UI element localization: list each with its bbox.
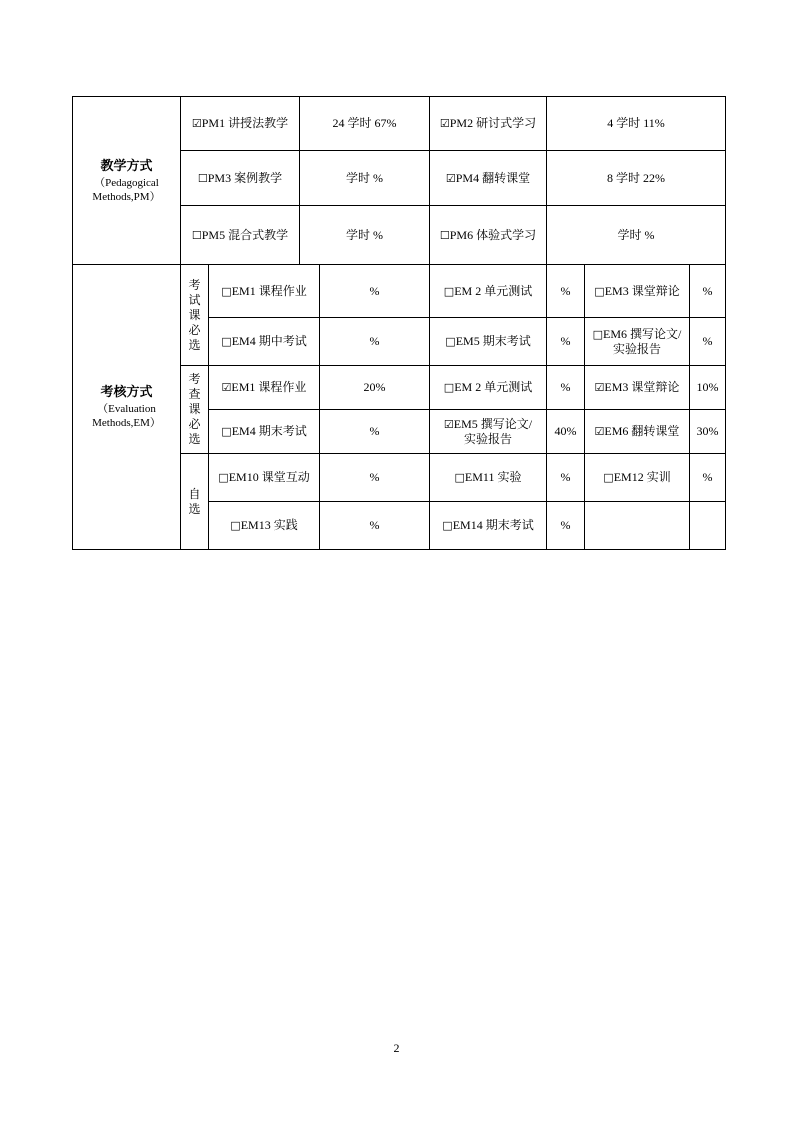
em-method-label-line2: 实验报告 [463,431,512,446]
em-value-cell [320,366,430,410]
em-value-cell [320,454,430,502]
pm-method-label: PM3 案例教学 [207,170,283,185]
pm-row [73,97,726,151]
checkbox-unchecked-icon[interactable]: □ [443,284,455,298]
em-group-label: 考试课必选 [188,277,201,352]
em-method-cell [585,265,690,318]
pm-method-cell [181,97,300,151]
em-method-value: % [369,283,380,298]
pm-method-value: 学时 % [346,227,383,242]
pm-section-header [73,97,181,265]
methods-table [72,96,726,550]
pm-method-cell [181,206,300,265]
checkbox-unchecked-icon[interactable]: □ [592,327,604,341]
checkbox-unchecked-icon[interactable]: □ [230,519,241,532]
em-method-label: EM6 撰写论文/ [603,326,682,341]
em-method-value: % [369,334,380,348]
em-method-cell [585,454,690,502]
em-method-value: % [560,283,571,298]
pm-method-cell [430,206,547,265]
checkbox-unchecked-icon[interactable]: □ [218,471,229,484]
pm-method-label: PM6 体验式学习 [449,227,537,242]
pm-method-cell [430,151,547,206]
em-method-label: EM5 撰写论文/ [453,416,533,431]
em-method-label: EM1 课程作业 [231,380,307,394]
em-method-cell [209,366,320,410]
em-method-value: % [369,470,380,484]
em-method-cell [430,318,547,366]
em-section-subtitle: （Evaluation [97,403,156,415]
em-value-cell [547,366,585,410]
em-method-value: 10% [696,380,719,394]
em-method-cell [430,265,547,318]
em-method-label: EM12 实训 [613,470,671,484]
em-method-value: 30% [696,424,719,438]
em-method-label: EM5 期末考试 [455,334,531,348]
em-value-cell [547,318,585,366]
checkbox-unchecked-icon[interactable]: □ [443,381,455,394]
checkbox-checked-icon[interactable]: ☑ [445,171,456,185]
pm-value-cell [547,97,726,151]
em-section-subtitle: Methods,EM） [92,417,161,429]
checkbox-checked-icon[interactable]: ☑ [439,117,450,130]
pm-section-subtitle: Methods,PM） [92,190,161,203]
pm-value-cell [300,206,430,265]
pm-method-value: 8 学时 22% [607,170,665,185]
checkbox-unchecked-icon[interactable]: □ [442,519,453,532]
pm-method-cell [181,151,300,206]
empty-cell [690,502,726,550]
pm-section-subtitle: （Pedagogical [94,176,159,189]
em-section-header [73,265,181,550]
em-method-cell [585,410,690,454]
em-section-title: 考核方式 [100,385,153,400]
pm-method-value: 学时 % [617,227,655,242]
em-method-cell [430,454,547,502]
em-method-cell [430,366,547,410]
checkbox-unchecked-icon[interactable]: □ [221,284,232,298]
em-group-label: 考查课必选 [188,372,201,446]
em-method-value: % [369,518,380,532]
em-method-cell [209,318,320,366]
em-value-cell [690,318,726,366]
em-value-cell [547,410,585,454]
em-method-value: % [702,334,713,348]
pm-section-title: 教学方式 [100,158,153,174]
em-method-label: EM4 期末考试 [231,424,307,438]
pm-method-value: 学时 % [346,170,383,185]
em-method-label: EM13 实践 [240,518,298,532]
em-method-cell [209,454,320,502]
em-method-label: EM3 课堂辩论 [604,283,680,298]
pm-method-label: PM5 混合式教学 [201,227,289,242]
checkbox-unchecked-icon[interactable]: □ [594,284,605,298]
em-method-value: 40% [554,424,577,438]
em-method-value: % [560,380,571,394]
em-method-label: EM6 翻转课堂 [604,424,680,438]
em-value-cell [320,265,430,318]
em-group-label-cell [181,366,209,454]
em-value-cell [690,366,726,410]
em-value-cell [320,502,430,550]
checkbox-checked-icon[interactable]: ☑ [594,381,605,394]
em-method-label: EM4 期中考试 [231,334,307,348]
pm-method-label: PM1 讲授法教学 [201,116,289,130]
em-method-cell [209,410,320,454]
checkbox-unchecked-icon[interactable]: □ [603,471,614,484]
em-method-label: EM11 实验 [464,470,522,484]
em-value-cell [690,265,726,318]
em-method-label: EM1 课程作业 [231,283,307,298]
em-method-cell [209,502,320,550]
pm-value-cell [547,151,726,206]
em-value-cell [547,265,585,318]
em-method-value: 20% [363,380,386,394]
em-value-cell [547,502,585,550]
em-value-cell [320,410,430,454]
em-method-value: % [702,470,713,484]
em-method-cell [585,318,690,366]
em-method-value: % [560,518,571,532]
pm-method-value: 24 学时 67% [332,116,397,130]
checkbox-unchecked-icon[interactable]: ☐ [197,171,208,185]
em-method-cell [430,410,547,454]
em-method-value: % [702,283,713,298]
checkbox-unchecked-icon[interactable]: □ [454,471,465,484]
em-row [73,265,726,318]
checkbox-checked-icon[interactable]: ☑ [443,417,454,431]
em-method-value: % [560,470,571,484]
em-method-label-line2: 实验报告 [612,341,661,356]
em-method-value: % [560,334,571,348]
pm-value-cell [300,97,430,151]
em-method-label: EM14 期末考试 [452,518,534,532]
checkbox-unchecked-icon[interactable]: □ [221,425,232,438]
pm-value-cell [300,151,430,206]
em-method-cell [585,366,690,410]
checkbox-unchecked-icon[interactable]: ☐ [439,228,450,242]
em-value-cell [690,454,726,502]
empty-cell [585,502,690,550]
em-method-label: EM 2 单元测试 [454,283,533,298]
em-group-label-cell [181,265,209,366]
checkbox-checked-icon[interactable]: ☑ [191,117,202,130]
pm-method-value: 4 学时 11% [607,116,665,130]
em-method-label: EM 2 单元测试 [454,380,533,394]
em-method-label: EM3 课堂辩论 [604,380,680,394]
em-method-value: % [369,424,380,438]
em-group-label: 自选 [188,486,201,516]
em-method-label: EM10 课堂互动 [228,470,310,484]
pm-method-label: PM4 翻转课堂 [455,170,531,185]
checkbox-unchecked-icon[interactable]: □ [221,335,232,348]
pm-method-label: PM2 研讨式学习 [449,116,537,130]
em-method-cell [209,265,320,318]
em-group-label-cell [181,454,209,550]
em-value-cell [547,454,585,502]
checkbox-unchecked-icon[interactable]: ☐ [191,228,202,242]
checkbox-checked-icon[interactable]: ☑ [594,425,605,438]
checkbox-unchecked-icon[interactable]: □ [445,335,456,348]
checkbox-checked-icon[interactable]: ☑ [221,381,232,394]
pm-method-cell [430,97,547,151]
em-method-cell [430,502,547,550]
em-value-cell [320,318,430,366]
pm-value-cell [547,206,726,265]
em-value-cell [690,410,726,454]
page-number: 2 [393,1041,400,1055]
